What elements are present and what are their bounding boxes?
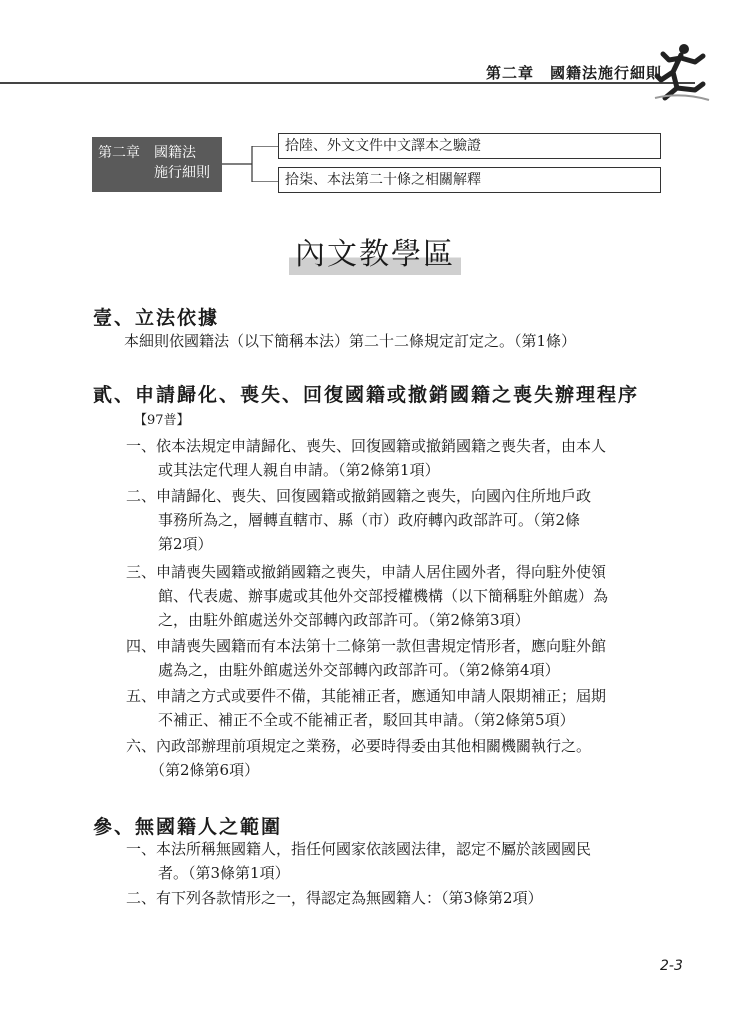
heading-legal-basis: 壹、立法依據: [93, 307, 220, 329]
list-item-line: （第2條第6項）: [150, 761, 260, 779]
header-chapter: 第二章: [486, 64, 535, 82]
list-item-line: 二、申請歸化、喪失、回復國籍或撤銷國籍之喪失，向國內住所地戶政: [126, 487, 592, 505]
exam-tag: 【97普】: [134, 413, 190, 428]
list-item-line: 一、本法所稱無國籍人，指任何國家依該國法律，認定不屬於該國國民: [126, 840, 592, 858]
page-number: 2-3: [660, 958, 683, 974]
list-item-line: 四、申請喪失國籍而有本法第十二條第一款但書規定情形者，應向駐外館: [126, 637, 607, 655]
list-item-line: 館、代表處、辦事處或其他外交部授權機構（以下簡稱駐外館處）為: [158, 587, 609, 605]
list-item-line: 處為之，由駐外館處送外交部轉內政部許可。（第2條第4項）: [158, 661, 560, 679]
list-item-line: 六、內政部辦理前項規定之業務，必要時得委由其他相關機關執行之。: [126, 737, 592, 755]
chapter-box-line1: 第二章 國籍法: [98, 145, 196, 161]
topic-bracket: [222, 146, 278, 182]
topic-16: 拾陸、外文文件中文譯本之驗證: [278, 133, 661, 159]
section-title: 內文教學區: [289, 229, 461, 275]
running-figure-icon: [651, 40, 711, 102]
paragraph-line: 本細則依國籍法（以下簡稱本法）第二十二條規定訂定之。（第1條）: [124, 332, 577, 350]
list-item-line: 者。（第3條第1項）: [158, 864, 290, 882]
heading-stateless: 參、無國籍人之範圍: [93, 816, 283, 838]
list-item-line: 三、申請喪失國籍或撤銷國籍之喪失，申請人居住國外者，得向駐外使領: [126, 563, 607, 581]
list-item-line: 或其法定代理人親自申請。（第2條第1項）: [158, 461, 440, 479]
list-item-line: 不補正、補正不全或不能補正者，駁回其申請。（第2條第5項）: [158, 711, 575, 729]
list-item-line: 一、依本法規定申請歸化、喪失、回復國籍或撤銷國籍之喪失者，由本人: [126, 437, 607, 455]
list-item-line: 事務所為之，層轉直轄市、縣（市）政府轉內政部許可。（第2條: [158, 511, 581, 529]
running-header: [486, 62, 662, 83]
list-item-line: 二、有下列各款情形之一，得認定為無國籍人：（第3條第2項）: [126, 889, 543, 907]
header-title: 國籍法施行細則: [550, 64, 663, 82]
topic-17: 拾柒、本法第二十條之相關解釋: [278, 167, 661, 193]
list-item-line: 之，由駐外館處送外交部轉內政部許可。（第2條第3項）: [158, 611, 530, 629]
chapter-box: [92, 137, 222, 192]
heading-procedures: 貳、申請歸化、喪失、回復國籍或撤銷國籍之喪失辦理程序: [93, 384, 640, 406]
list-item-line: 五、申請之方式或要件不備，其能補正者，應通知申請人限期補正；屆期: [126, 687, 607, 705]
chapter-box-line2: 施行細則: [154, 165, 210, 181]
list-item-line: 第2項）: [158, 535, 213, 553]
